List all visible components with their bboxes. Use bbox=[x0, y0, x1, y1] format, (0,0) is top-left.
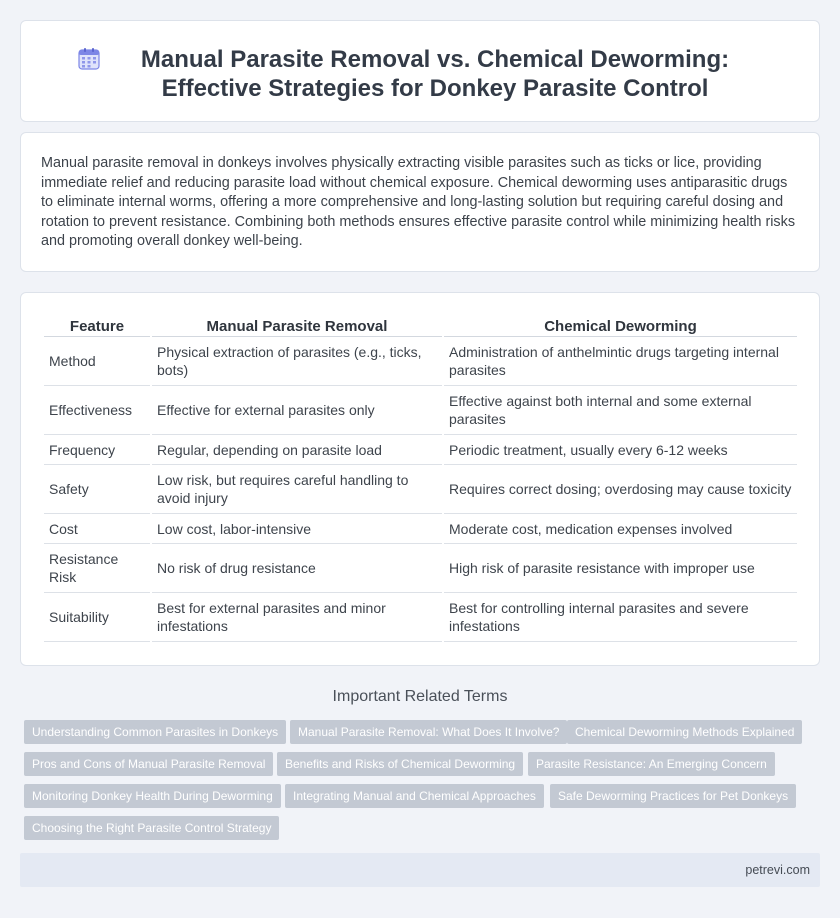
comparison-table bbox=[42, 317, 799, 642]
row-chemical: Periodic treatment, usually every 6-12 weeks bbox=[444, 435, 797, 465]
related-term-tag[interactable]: Integrating Manual and Chemical Approaches bbox=[285, 784, 544, 808]
table-row bbox=[44, 435, 797, 465]
table-row bbox=[44, 514, 797, 544]
intro-paragraph: Manual parasite removal in donkeys involves physically extracting visible parasites such as ticks or lice, providing immediate relief and reducing parasite load without chemical exposure. Chemical deworming uses antiparasitic drugs to eliminate internal worms, offering a more comprehensive and long-lasting solution but requiring careful dosing and rotation to prevent resistance. Combining both methods ensures effective parasite control while minimizing health risks and promoting overall donkey well-being. bbox=[41, 155, 796, 250]
row-feature: Effectiveness bbox=[44, 386, 150, 435]
related-term-tag[interactable]: Parasite Resistance: An Emerging Concern bbox=[528, 752, 775, 776]
related-term-tag[interactable]: Choosing the Right Parasite Control Strategy bbox=[24, 816, 279, 840]
related-terms-heading: Important Related Terms bbox=[332, 688, 508, 705]
intro-card bbox=[20, 132, 820, 272]
row-manual: Low cost, labor-intensive bbox=[152, 514, 442, 544]
comparison-card bbox=[20, 292, 820, 666]
row-chemical: Moderate cost, medication expenses involved bbox=[444, 514, 797, 544]
row-chemical: Requires correct dosing; overdosing may cause toxicity bbox=[444, 465, 797, 514]
table-row bbox=[44, 544, 797, 593]
related-term-tag[interactable]: Safe Deworming Practices for Pet Donkeys bbox=[550, 784, 796, 808]
row-manual: Low risk, but requires careful handling to avoid injury bbox=[152, 465, 442, 514]
related-term-tag[interactable]: Monitoring Donkey Health During Deworming bbox=[24, 784, 281, 808]
row-feature: Safety bbox=[44, 465, 150, 514]
footer bbox=[20, 853, 820, 887]
row-manual: Effective for external parasites only bbox=[152, 386, 442, 435]
row-manual: Physical extraction of parasites (e.g., ticks, bots) bbox=[152, 337, 442, 386]
row-chemical: Best for controlling internal parasites and severe infestations bbox=[444, 593, 797, 642]
header-chemical: Chemical Deworming bbox=[444, 317, 797, 337]
related-term-tag[interactable]: Understanding Common Parasites in Donkeys bbox=[24, 720, 286, 744]
header-feature: Feature bbox=[44, 317, 150, 337]
title-card bbox=[20, 20, 820, 122]
related-term-tag[interactable]: Chemical Deworming Methods Explained bbox=[567, 720, 802, 744]
row-chemical: Administration of anthelmintic drugs targeting internal parasites bbox=[444, 337, 797, 386]
related-term-tag[interactable]: Benefits and Risks of Chemical Deworming bbox=[277, 752, 523, 776]
row-feature: Frequency bbox=[44, 435, 150, 465]
table-row bbox=[44, 465, 797, 514]
row-chemical: High risk of parasite resistance with improper use bbox=[444, 544, 797, 593]
footer-site[interactable]: petrevi.com bbox=[745, 863, 810, 877]
row-manual: Regular, depending on parasite load bbox=[152, 435, 442, 465]
row-feature: Suitability bbox=[44, 593, 150, 642]
related-term-tag[interactable]: Pros and Cons of Manual Parasite Removal bbox=[24, 752, 273, 776]
page-title: Manual Parasite Removal vs. Chemical Deworming: Effective Strategies for Donkey Parasite Control bbox=[140, 46, 730, 102]
table-row bbox=[44, 337, 797, 386]
row-feature: Resistance Risk bbox=[44, 544, 150, 593]
row-feature: Cost bbox=[44, 514, 150, 544]
row-feature: Method bbox=[44, 337, 150, 386]
row-chemical: Effective against both internal and some external parasites bbox=[444, 386, 797, 435]
row-manual: Best for external parasites and minor infestations bbox=[152, 593, 442, 642]
table-row bbox=[44, 386, 797, 435]
header-manual: Manual Parasite Removal bbox=[152, 317, 442, 337]
row-manual: No risk of drug resistance bbox=[152, 544, 442, 593]
related-term-tag[interactable]: Manual Parasite Removal: What Does It Involve? bbox=[290, 720, 567, 744]
table-row bbox=[44, 593, 797, 642]
